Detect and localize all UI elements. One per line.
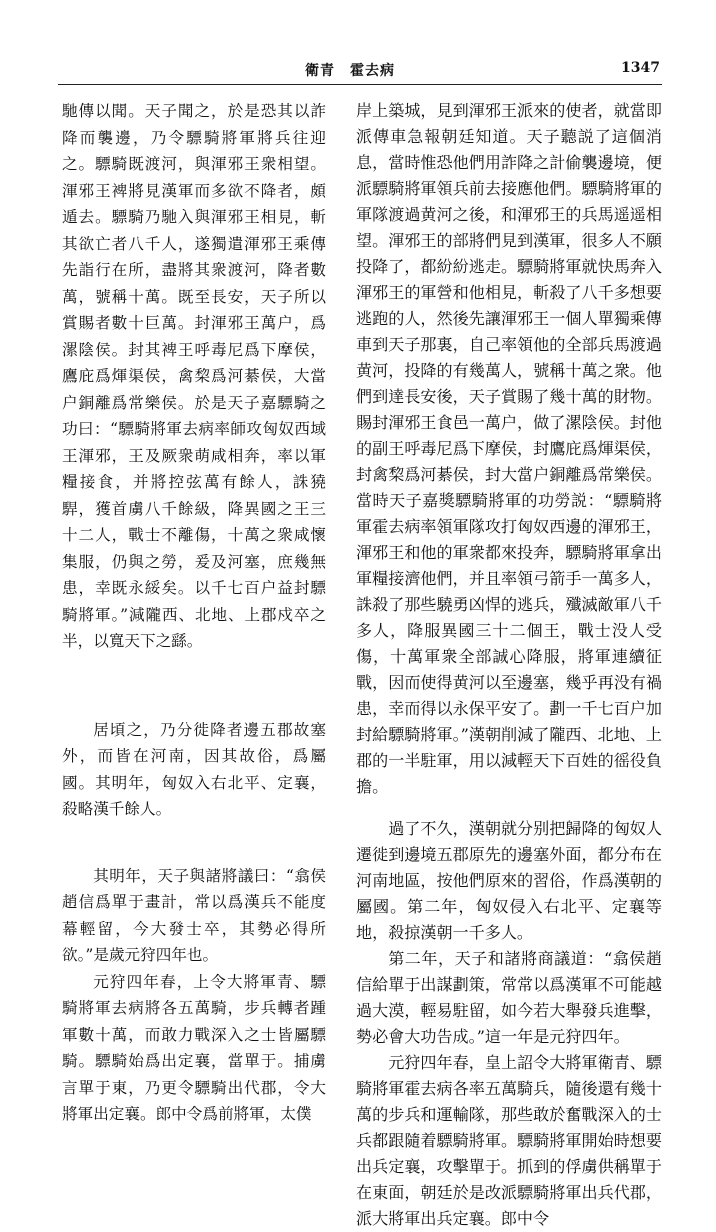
translation-paragraph-4: 元狩四年春，皇上詔令大將軍衛青、驃騎將軍霍去病各率五萬騎兵，隨後還有幾十萬的步兵和運輸隊，那些敢於奮戰深入的士兵都跟隨着驃騎將軍。驃騎將軍開始時想要出兵定襄，攻擊單于。抓到的俘虜供稱單于在東面，朝廷於是改派驃騎將軍出兵代郡，派大將軍出兵定襄。郎中令: [356, 1053, 662, 1228]
original-paragraph-1: 馳傳以聞。天子聞之，於是恐其以詐降而襲邊，乃令驃騎將軍將兵往迎之。驃騎既渡河，與渾邪王衆相望。渾邪王裨將見漢軍而多欲不降者，頗遁去。驃騎乃馳入與渾邪王相見，斬其欲亡者八千人，遂獨遣渾邪王乘傳先詣行在所，盡將其衆渡河，降者數萬，號稱十萬。既至長安，天子所以賞賜者數十巨萬。封渾邪王萬户，爲漯陰侯。封其裨王呼毒尼爲下摩侯，鷹庇爲煇渠侯，禽棃爲河綦侯，大當户銅離爲常樂侯。於是天子嘉驃騎之功曰：“驃騎將軍去病率師攻匈奴西域王渾邪，王及厥衆萌咸相奔，率以軍糧接食，并將控弦萬有餘人，誅獟駻，獲首虜八千餘級，降異國之王三十二人，戰士不離傷，十萬之衆咸懷集服，仍與之勞，爰及河塞，庶幾無患，幸既永綏矣。以千七百户益封驃騎將軍。”減隴西、北地、上郡戍卒之半，以寬天下之繇。: [62, 102, 326, 650]
original-paragraph-2: 居頃之，乃分徙降者邊五郡故塞外，而皆在河南，因其故俗，爲屬國。其明年，匈奴入右北平、定襄，殺略漢千餘人。: [62, 720, 326, 818]
page-number: 1347: [621, 60, 660, 76]
original-paragraph-3: 其明年，天子與諸將議曰：“翕侯趙信爲單于畫計，常以爲漢兵不能度幕輕留，今大發士卒，其勢必得所欲。”是歲元狩四年也。: [62, 866, 326, 964]
original-text-column: [62, 98, 326, 1128]
paragraph-gap: [356, 800, 662, 816]
paragraph-gap: [62, 655, 326, 717]
paragraph-gap: [62, 823, 326, 863]
running-header: [0, 60, 716, 84]
translation-paragraph-3: 第二年，天子和諸將商議道：“翕侯趙信給單于出謀劃策，常常以爲漢軍不可能越過大漠，輕易駐留，如今若大舉發兵進擊，勢必會大功告成。”這一年是元狩四年。: [356, 949, 662, 1046]
translation-text-column: [356, 98, 662, 1232]
translation-paragraph-2: 過了不久，漢朝就分别把歸降的匈奴人遷徙到邊境五郡原先的邊塞外面，都分布在河南地區，按他們原來的習俗，作爲漢朝的屬國。第二年，匈奴侵入右北平、定襄等地，殺掠漢朝一千多人。: [356, 819, 662, 942]
header-rule: [58, 84, 662, 85]
running-title: 衛青 霍去病: [305, 63, 395, 79]
translation-paragraph-1: 岸上築城，見到渾邪王派來的使者，就當即派傳車急報朝廷知道。天子聽説了這個消息，當時惟恐他們用詐降之計偷襲邊境，便派驃騎將軍領兵前去接應他們。驃騎將軍的軍隊渡過黄河之後，和渾邪王的兵馬遥遥相望。渾邪王的部將們見到漢軍，很多人不願投降了，都紛紛逃走。驃騎將軍就快馬奔入渾邪王的軍營和他相見，斬殺了八千多想要逃跑的人，然後先讓渾邪王一個人單獨乘傳車到天子那裏，自己率領他的全部兵馬渡過黄河，投降的有幾萬人，號稱十萬之衆。他們到達長安後，天子賞賜了幾十萬的財物。賜封渾邪王食邑一萬户，做了漯陰侯。封他的副王呼毒尼爲下摩侯，封鷹庇爲煇渠侯，封禽棃爲河綦侯，封大當户銅離爲常樂侯。當時天子嘉獎驃騎將軍的功勞説：“驃騎將軍霍去病率領軍隊攻打匈奴西邊的渾邪王，渾邪王和他的軍衆都來投奔，驃騎將軍拿出軍糧接濟他們，并且率領弓箭手一萬多人，誅殺了那些驍勇凶悍的逃兵，殲滅敵軍八千多人，降服異國三十二個王，戰士没人受傷，十萬軍衆全部誠心降服，將軍連續征戰，因而使得黄河以至邊塞，幾乎再没有禍患，幸而得以永保平安了。劃一千七百户加封給驃騎將軍。”漢朝削減了隴西、北地、上郡的一半駐軍，用以減輕天下百姓的徭役負擔。: [356, 101, 662, 796]
original-paragraph-4: 元狩四年春，上令大將軍青、驃騎將軍去病將各五萬騎，步兵轉者踵軍數十萬，而敢力戰深入之士皆屬驃騎。驃騎始爲出定襄，當單于。捕虜言單于東，乃更令驃騎出代郡，令大將軍出定襄。郎中令爲前將軍，太僕: [62, 972, 326, 1123]
